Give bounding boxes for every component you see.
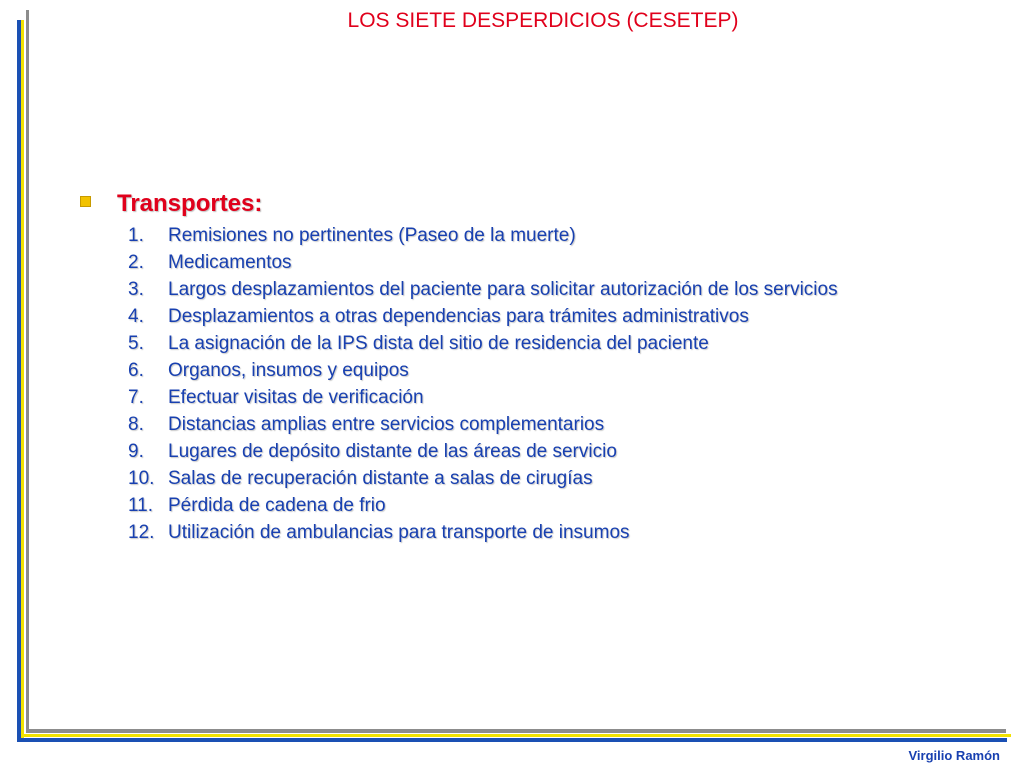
list-item-number: 9. bbox=[128, 441, 144, 462]
list-item-number: 4. bbox=[128, 306, 144, 327]
list-item-number: 2. bbox=[128, 252, 144, 273]
list-item bbox=[128, 222, 1000, 249]
list-item bbox=[128, 303, 1000, 330]
list-item-text: Organos, insumos y equipos bbox=[168, 360, 409, 381]
list-item bbox=[128, 249, 1000, 276]
footer-author: Virgilio Ramón bbox=[908, 748, 1000, 763]
list-item-number: 5. bbox=[128, 333, 144, 354]
square-bullet-icon bbox=[80, 196, 91, 207]
list-item-text: Medicamentos bbox=[168, 252, 292, 273]
list-item bbox=[128, 384, 1000, 411]
list-item-text: Salas de recuperación distante a salas de cirugías bbox=[168, 468, 593, 489]
list-item bbox=[128, 357, 1000, 384]
frame-horizontal-blue-line bbox=[17, 738, 1007, 742]
list-item-number: 6. bbox=[128, 360, 144, 381]
slide-title: LOS SIETE DESPERDICIOS (CESETEP) bbox=[347, 9, 739, 32]
list-item-text: Desplazamientos a otras dependencias para trámites administrativos bbox=[168, 306, 749, 327]
list-item-text: Lugares de depósito distante de las áreas de servicio bbox=[168, 441, 617, 462]
list-item bbox=[128, 519, 1000, 546]
list-item-number: 11. bbox=[128, 495, 154, 516]
frame-vertical-gray-line bbox=[26, 10, 29, 732]
frame-horizontal-gray-line bbox=[26, 729, 1006, 733]
list-item bbox=[128, 492, 1000, 519]
list-item-text: Distancias amplias entre servicios complementarios bbox=[168, 414, 605, 435]
frame-horizontal-yellow-line bbox=[21, 734, 1011, 737]
list-item-number: 1. bbox=[128, 225, 144, 246]
list-item-number: 8. bbox=[128, 414, 144, 435]
numbered-list bbox=[128, 222, 1000, 546]
list-item bbox=[128, 438, 1000, 465]
list-item-text: Utilización de ambulancias para transporte de insumos bbox=[168, 522, 630, 543]
list-item-number: 3. bbox=[128, 279, 144, 300]
list-item-text: Remisiones no pertinentes (Paseo de la muerte) bbox=[168, 225, 576, 246]
section-heading-row bbox=[80, 186, 1000, 222]
list-item bbox=[128, 276, 1000, 303]
list-item-number: 12. bbox=[128, 522, 155, 543]
frame-vertical-yellow-line bbox=[21, 20, 24, 742]
list-item-text: La asignación de la IPS dista del sitio de residencia del paciente bbox=[168, 333, 709, 354]
list-item bbox=[128, 411, 1000, 438]
content-block bbox=[80, 186, 1000, 546]
section-heading: Transportes: bbox=[117, 190, 263, 217]
list-item bbox=[128, 330, 1000, 357]
list-item-text: Efectuar visitas de verificación bbox=[168, 387, 424, 408]
list-item-text: Largos desplazamientos del paciente para solicitar autorización de los servicios bbox=[168, 279, 838, 300]
list-item-text: Pérdida de cadena de frio bbox=[168, 495, 386, 516]
list-item-number: 7. bbox=[128, 387, 144, 408]
list-item-number: 10. bbox=[128, 468, 155, 489]
list-item bbox=[128, 465, 1000, 492]
